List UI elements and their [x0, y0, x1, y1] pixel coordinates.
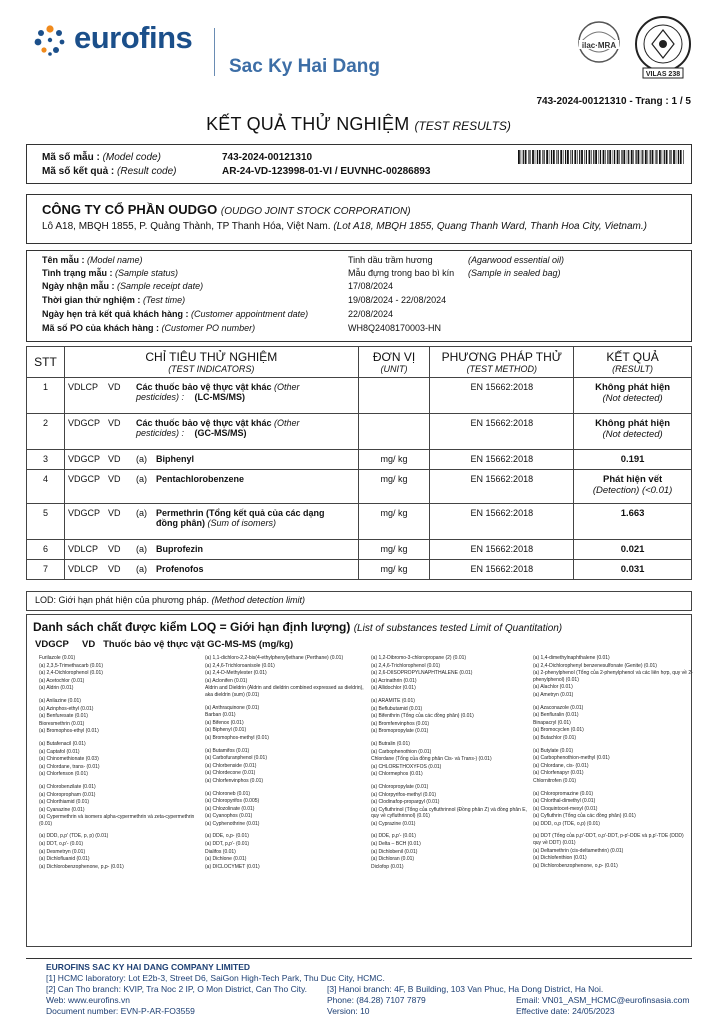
loq-item: (a) Bifenox (0.01)	[205, 719, 244, 726]
loq-item: (a) Acetochlor (0.01)	[39, 677, 85, 684]
loq-item: (a) Chloropromazine (0.01)	[533, 790, 594, 797]
row-method: EN 15662:2018	[430, 470, 574, 504]
sample-label: Ngày hẹn trả kết quả khách hàng : (Customer appointment date)	[42, 309, 309, 319]
footer-hcmc-lab: [1] HCMC laboratory: Lot E2b-3, Street D6, SaiGon High-Tech Park, Thu Duc City, HCMC.	[46, 973, 385, 983]
footer-cantho-branch: [2] Can Tho branch: KVIP, Tra Noc 2 IP, O Mon District, Can Tho City.	[46, 984, 307, 994]
loq-item: (a) Chlorfenson (0.01)	[39, 771, 88, 778]
row-stt: 6	[27, 540, 65, 560]
loq-item: (a) ARAMITE (0.01)	[371, 697, 415, 704]
loq-item: Aldrin and Dieldrin (Aldrin and dieldrin combined expressed as dieldrin), aka dieldrin (sum) (0.01)	[205, 685, 364, 698]
row-result: Phát hiện vết (Detection) (<0.01)	[574, 470, 692, 504]
row-method: EN 15662:2018	[430, 504, 574, 540]
loq-item: (a) DICLOCYMET (0.01)	[205, 863, 260, 870]
loq-item: (a) DDT (Tổng của p,p'-DDT, o,p'-DDT, p-p'-DDE và p,p'-TDE (DDD) quy về DDT) (0.01)	[533, 833, 684, 847]
header-test-method: PHƯƠNG PHÁP THỬ (TEST METHOD)	[430, 347, 574, 378]
row-method: EN 15662:2018	[430, 414, 574, 450]
loq-group-header: VDGCP VD Thuốc bảo vệ thực vật GC-MS-MS (mg/kg)	[35, 639, 294, 650]
sample-value: 19/08/2024 - 22/08/2024	[348, 295, 447, 305]
row-result: Không phát hiện (Not detected)	[574, 378, 692, 414]
table-row	[27, 540, 692, 560]
loq-item: (a) Bromfenvinphos (0.01)	[371, 720, 430, 727]
loq-item: (a) Chlormephos (0.01)	[371, 771, 423, 778]
loq-item: (a) Butachlor (0.01)	[533, 734, 577, 741]
loq-item: (a) Bromopropylate (0.01)	[371, 728, 429, 735]
loq-item: (a) Aclonifen (0.01)	[205, 677, 248, 684]
row-indicator: VDGCP VD (a) Permethrin (Tổng kết quả của các dạng đồng phân) (Sum of isomers)	[64, 504, 358, 540]
loq-item: (a) Dichlobenil (0.01)	[371, 848, 418, 855]
footer-effective-date: Effective date: 24/05/2023	[516, 1006, 615, 1016]
ilac-mra-icon	[573, 20, 625, 75]
loq-item: (a) Allidochlor (0.01)	[371, 685, 416, 692]
header-stt: STT	[27, 347, 65, 378]
document-reference: 743-2024-00121310 - Trang : 1 / 5	[536, 96, 691, 107]
loq-item: (a) Chinomethionate (0.03)	[39, 756, 99, 763]
loq-item: (a) DDT, p,p'- (0.01)	[205, 841, 250, 848]
loq-item: (a) Chloropropham (0.01)	[39, 791, 96, 798]
loq-item: (a) Carbophenothion (0.01)	[371, 748, 432, 755]
loq-item: (a) Biphenyl (0.01)	[205, 727, 247, 734]
loq-item: (a) Carbophenothion-methyl (0.01)	[533, 755, 610, 762]
loq-item: (a) Clodinafop-propargyl (0.01)	[371, 799, 440, 806]
table-row	[27, 378, 692, 414]
loq-item: (a) Alachlor (0.01)	[533, 684, 573, 691]
sample-value: 17/08/2024	[348, 281, 394, 291]
header-unit: ĐƠN VỊ (UNIT)	[358, 347, 430, 378]
loq-item: (a) Deltamethrin (cis-deltamethrin) (0.01)	[533, 847, 624, 854]
loq-title: Danh sách chất được kiểm LOQ = Giới hạn định lượng) (List of substances tested Limit of Quantitation)	[33, 620, 563, 634]
sample-value: WH8Q2408170003-HN	[348, 323, 442, 333]
header-divider	[214, 28, 215, 76]
table-row	[27, 450, 692, 470]
loq-item: (a) 2,4-Dichlorophenyl benzenesulfonate (Genite) (0.01)	[533, 662, 657, 669]
loq-item: (a) 2,4-D-Methylester (0.01)	[205, 670, 267, 677]
table-row	[27, 504, 692, 540]
footer-company: EUROFINS SAC KY HAI DANG COMPANY LIMITED	[46, 962, 251, 972]
row-result: Không phát hiện (Not detected)	[574, 414, 692, 450]
loq-item: (a) Bromophos-ethyl (0.01)	[39, 728, 99, 735]
loq-item: Bioresmethrin (0.01)	[39, 720, 85, 727]
loq-item: (a) Dichloran (0.01)	[371, 856, 415, 863]
footer-phone: Phone: (84.28) 7107 7879	[327, 995, 426, 1005]
code-box	[26, 144, 692, 184]
loq-item: (a) 1,4-dimethylnaphthalene (0.01)	[533, 655, 610, 661]
row-unit	[358, 414, 430, 450]
loq-item: (a) Chlorthal-dimethyl (0.01)	[533, 798, 596, 805]
row-indicator: VDGCP VD (a) Biphenyl	[64, 450, 358, 470]
loq-item: (a) Butralin (0.01)	[371, 740, 410, 747]
loq-item: (a) Chlordecone (0.01)	[205, 770, 256, 777]
loq-item: (a) Ametryn (0.01)	[533, 691, 574, 698]
loq-item: (a) Cyanophos (0.01)	[205, 813, 253, 820]
loq-item: (a) Butylate (0.01)	[533, 747, 574, 754]
row-method: EN 15662:2018	[430, 378, 574, 414]
loq-item: (a) Carbofuranphenol (0.01)	[205, 755, 267, 762]
row-indicator: VDGCP VD Các thuốc bảo vệ thực vật khác (Other pesticides) : (GC-MS/MS)	[64, 414, 358, 450]
loq-item: (a) Cyanazine (0.01)	[39, 806, 85, 813]
eurofins-logo-icon	[30, 20, 70, 60]
loq-item: (a) Chlorthiamid (0.01)	[39, 799, 90, 806]
row-method: EN 15662:2018	[430, 540, 574, 560]
loq-item: (a) Chloroneb (0.01)	[205, 790, 251, 797]
row-unit: mg/ kg	[358, 450, 430, 470]
sample-label: Tên mẫu : (Model name)	[42, 255, 143, 265]
loq-item: (a) 2,4-Dichlorophenol (0.01)	[39, 670, 103, 677]
customer-address: Lô A18, MBQH 1855, P. Quảng Thành, TP Thanh Hóa, Việt Nam. (Lot A18, MBQH 1855, Quang Thanh Ward, Thanh Hoa City, Vietnam.)	[42, 221, 647, 232]
loq-item: Chlornitrofen (0.01)	[533, 777, 577, 784]
sample-label: Thời gian thử nghiệm : (Test time)	[42, 295, 186, 305]
loq-item: (a) 2,4,6-Trichlorophenol (0.01)	[371, 662, 441, 669]
sample-value: 22/08/2024	[348, 309, 394, 319]
vilas-seal-icon	[632, 14, 694, 80]
sample-info-box	[26, 250, 692, 342]
result-code-value: AR-24-VD-123998-01-VI / EUVNHC-00286893	[222, 166, 431, 177]
footer-hanoi-branch: [3] Hanoi branch: 4F, B Building, 103 Van Phuc, Ha Dong District, Ha Noi.	[327, 984, 604, 994]
header-test-indicators: CHỈ TIÊU THỬ NGHIỆM (TEST INDICATORS)	[64, 347, 358, 378]
footer-divider	[26, 958, 692, 959]
model-code-label: Mã số mẫu : (Model code)	[42, 152, 161, 163]
row-result: 0.031	[574, 560, 692, 580]
loq-item: (a) Chlordane, cis- (0.01)	[533, 762, 589, 769]
loq-item: (a) Chlozolinate (0.01)	[205, 805, 255, 812]
loq-item: (a) Bromocyclen (0.01)	[533, 727, 584, 734]
loq-item: (a) Chlorobenzilate (0.01)	[39, 783, 96, 790]
loq-item: (a) DDD, p,p' (TDE, p, p) (0.01)	[39, 833, 109, 840]
lod-note: LOD: Giới hạn phát hiện của phương pháp. (Method detection limit)	[26, 591, 692, 611]
row-unit: mg/ kg	[358, 504, 430, 540]
sample-label: Mã số PO của khách hàng : (Customer PO number)	[42, 323, 256, 333]
loq-item: (a) Dichlorobenzophenone, o,p- (0.01)	[533, 862, 618, 869]
loq-item: (a) Butamifos (0.01)	[205, 747, 250, 754]
table-header-row	[27, 347, 692, 378]
row-indicator: VDGCP VD (a) Pentachlorobenzene	[64, 470, 358, 504]
loq-item: (a) Cypermethrin và isomers alpha-cypermethrin và zeta-cypermethrin (0.01)	[39, 814, 195, 827]
loq-section	[26, 614, 692, 947]
barcode-icon	[518, 150, 684, 164]
loq-item: (a) Dichlofenthion (0.01)	[533, 855, 587, 862]
loq-item: (a) Cyfluthrinol (Tổng của cyfluthrinnol (Đồng phân Z) và đồng phân E, quy về cyfluthrinnol) (0.01)	[371, 806, 527, 820]
loq-item: (a) Acrinathrin (0.01)	[371, 677, 417, 684]
loq-item: (a) Bifenthrin (Tổng của các đồng phân) (0.01)	[371, 713, 474, 720]
result-code-label: Mã số kết quả : (Result code)	[42, 166, 177, 177]
loq-item: (a) CHLORETHOXYFOS (0.01)	[371, 763, 442, 770]
footer-web[interactable]: Web: www.eurofins.vn	[46, 995, 130, 1005]
row-method: EN 15662:2018	[430, 560, 574, 580]
loq-item: (a) Desmetryn (0.01)	[39, 848, 86, 855]
sample-value-en: (Sample in sealed bag)	[468, 268, 561, 278]
loq-item: (a) Delta – BCH (0.01)	[371, 841, 421, 848]
loq-column	[39, 655, 199, 876]
brand-name: eurofins	[74, 20, 193, 55]
loq-item: (a) Dichlone (0.01)	[205, 856, 247, 863]
row-unit: mg/ kg	[358, 540, 430, 560]
sample-value: Tinh dầu trầm hương	[348, 255, 433, 265]
sub-brand-name: Sac Ky Hai Dang	[229, 56, 380, 77]
row-stt: 2	[27, 414, 65, 450]
row-indicator: VDLCP VD (a) Profenofos	[64, 560, 358, 580]
loq-item: (a) 2-phenylphenol (Tổng của 2-phenylphenol và các liên hợp, quy về 2-phenylphenol) (0.01)	[533, 670, 693, 683]
loq-item: (a) Chlordane, trans- (0.01)	[39, 763, 100, 770]
sample-value-en: (Agarwood essential oil)	[468, 255, 565, 265]
loq-item: (a) DDE, o,p- (0.01)	[205, 833, 249, 840]
page-title	[0, 114, 717, 135]
row-unit: mg/ kg	[358, 560, 430, 580]
sample-label: Tình trạng mẫu : (Sample status)	[42, 268, 179, 278]
customer-box	[26, 194, 692, 244]
loq-item: (a) Dichlorobenzophenone, p,p- (0.01)	[39, 863, 124, 870]
loq-item: (a) Chlorfenvinphos (0.01)	[205, 777, 264, 784]
loq-item: (a) Cyphenothrine (0.01)	[205, 820, 260, 827]
loq-item: (a) Anthraquinone (0.01)	[205, 704, 260, 711]
svg-text:ilac·MRA: ilac·MRA	[581, 41, 617, 50]
loq-item: (a) Azinphos-ethyl (0.01)	[39, 705, 94, 712]
results-table	[26, 346, 692, 580]
loq-item: (a) Bromophos-methyl (0.01)	[205, 734, 269, 741]
loq-item: (a) 2,6-DIISOPROPYLNAPHTHALENE (0.01)	[371, 670, 473, 677]
row-stt: 4	[27, 470, 65, 504]
row-stt: 1	[27, 378, 65, 414]
loq-item: (a) Chlorfenapyr (0.01)	[533, 770, 584, 777]
loq-item: (a) Chloropyrifos (0.005)	[205, 798, 260, 805]
loq-item: (a) Chlorbenside (0.01)	[205, 762, 257, 769]
loq-item: (a) 1,1-dichloro-2,2-bis(4-ethylphenyl)ethane (Perthane) (0.01)	[205, 655, 344, 661]
table-row	[27, 470, 692, 504]
footer-document-number: Document number: EVN-P-AR-FO3559	[46, 1006, 195, 1016]
loq-item: (a) 1,2-Dibromo-3-chloropropane (2) (0.01)	[371, 655, 467, 661]
loq-item: Dialifos (0.01)	[205, 848, 236, 855]
loq-item: Chlordane (Tổng của đồng phân Cis- và Trans-) (0.01)	[371, 756, 492, 763]
loq-column	[533, 655, 693, 870]
loq-item: (a) Cloquintocet-mexyl (0.01)	[533, 805, 598, 812]
loq-item: (a) Aldrin (0.01)	[39, 685, 74, 692]
vilas-badge-text: VILAS 238	[645, 71, 681, 78]
loq-item: (a) Dichlofluanid (0.01)	[39, 856, 90, 863]
loq-item: (a) DDT, o,p'- (0.01)	[39, 841, 84, 848]
table-row	[27, 414, 692, 450]
loq-item: (a) Chlorpyrifos-methyl (0.01)	[371, 791, 437, 798]
loq-item: (a) DDD, o,p (TDE, o,p) (0.01)	[533, 820, 600, 827]
page-title-en: (TEST RESULTS)	[414, 119, 511, 133]
table-row	[27, 560, 692, 580]
loq-item: (a) Benfuresate (0.01)	[39, 713, 88, 720]
loq-item: (a) Cyfluthrin (Tổng của các đồng phân) (0.01)	[533, 813, 636, 820]
loq-item: (a) Cyprazine (0.01)	[371, 820, 416, 827]
header-result: KẾT QUẢ (RESULT)	[574, 347, 692, 378]
row-indicator: VDLCP VD (a) Buprofezin	[64, 540, 358, 560]
row-result: 0.191	[574, 450, 692, 470]
footer-email[interactable]: Email: VN01_ASM_HCMC@eurofinsasia.com	[516, 995, 690, 1005]
row-stt: 5	[27, 504, 65, 540]
row-stt: 3	[27, 450, 65, 470]
row-stt: 7	[27, 560, 65, 580]
footer-version: Version: 10	[327, 1006, 370, 1016]
loq-item: Furilazole (0.01)	[39, 655, 76, 661]
loq-item: (a) Captafol (0.01)	[39, 748, 80, 755]
loq-item: (a) Benfluralin (0.01)	[533, 712, 579, 719]
loq-item: Binapacryl (0.01)	[533, 719, 571, 726]
loq-item: (a) Anilazine (0.01)	[39, 697, 81, 704]
sample-label: Ngày nhận mẫu : (Sample receipt date)	[42, 281, 204, 291]
model-code-value: 743-2024-00121310	[222, 152, 313, 163]
loq-column	[205, 655, 365, 876]
loq-item: (a) 2,4,6-Trichloroanisole (0.01)	[205, 662, 275, 669]
row-result: 0.021	[574, 540, 692, 560]
loq-item: (a) Butafenacil (0.01)	[39, 740, 86, 747]
page-title-vi: KẾT QUẢ THỬ NGHIỆM	[206, 114, 410, 134]
row-result: 1.663	[574, 504, 692, 540]
row-indicator: VDLCP VD Các thuốc bảo vệ thực vật khác (Other pesticides) : (LC-MS/MS)	[64, 378, 358, 414]
row-unit	[358, 378, 430, 414]
loq-item: (a) Chloropropylate (0.01)	[371, 783, 429, 790]
row-unit: mg/ kg	[358, 470, 430, 504]
row-method: EN 15662:2018	[430, 450, 574, 470]
loq-item: (a) 2,3,5-Trimethacarb (0.01)	[39, 662, 104, 669]
loq-column	[371, 655, 531, 876]
loq-item: (a) DDE, p,p'- (0.01)	[371, 833, 416, 840]
sample-value: Mẫu đựng trong bao bì kín	[348, 268, 455, 278]
loq-item: (a) Azaconazole (0.01)	[533, 704, 584, 711]
loq-item: (a) Beflubutamid (0.01)	[371, 705, 423, 712]
loq-item: Diclofop (0.01)	[371, 863, 404, 870]
loq-item: Barban (0.01)	[205, 712, 236, 719]
customer-name: CÔNG TY CỔ PHẦN OUDGO (OUDGO JOINT STOCK CORPORATION)	[42, 202, 411, 217]
